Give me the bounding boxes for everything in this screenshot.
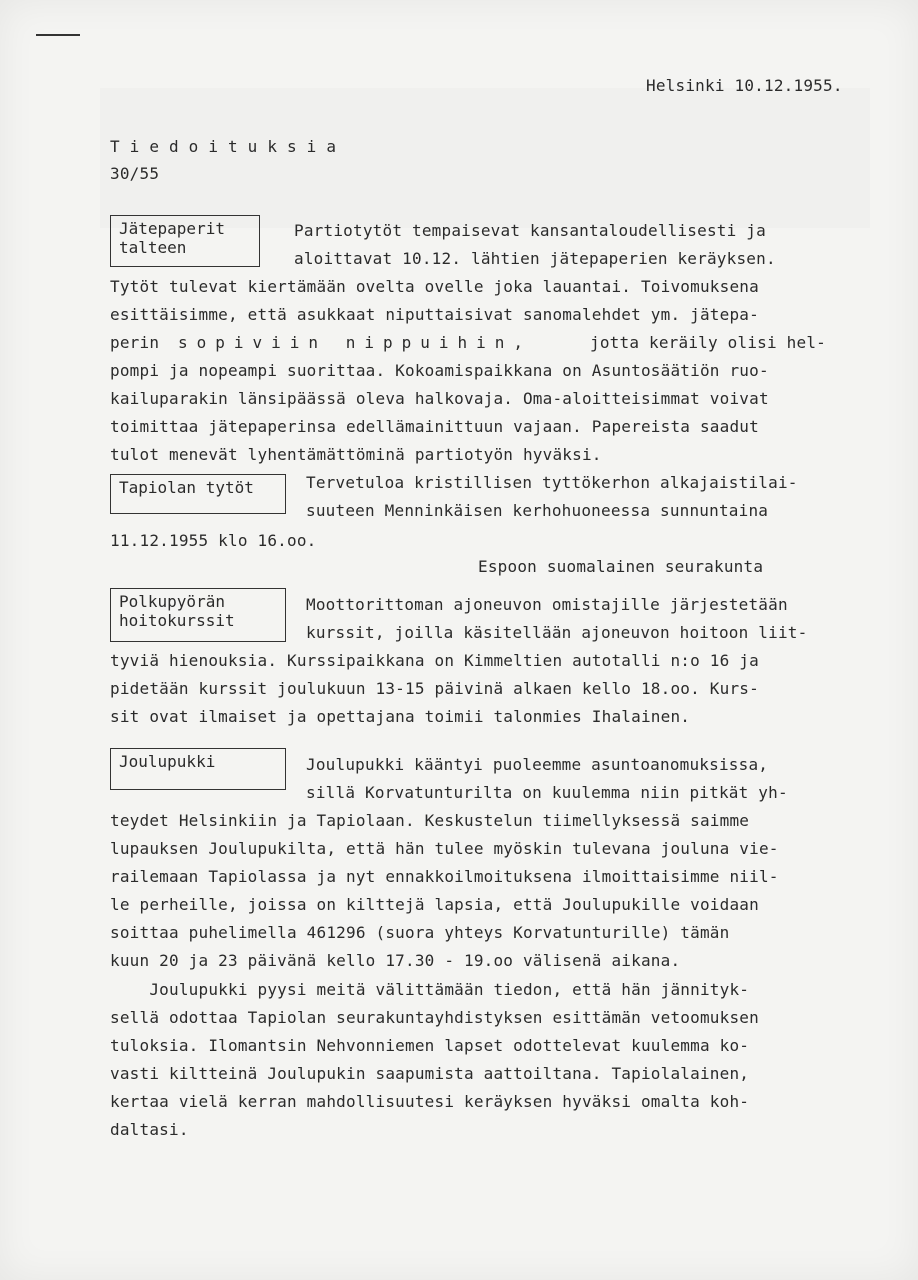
text-line: Tytöt tulevat kiertämään ovelta ovelle joka lauantai. Toivomuksena [110,277,759,296]
text-line: Moottorittoman ajoneuvon omistajille järjestetään [306,595,788,614]
section-label-tapiolan-tytot: Tapiolan tytöt [110,474,286,514]
text-line: tyviä hienouksia. Kurssipaikkana on Kimmeltien autotalli n:o 16 ja [110,651,759,670]
section-label-joulupukki: Joulupukki [110,748,286,790]
emphasized-text: sopiviin nippuihin, [178,333,533,352]
text-line: Joulupukki kääntyi puoleemme asuntoanomuksissa, [306,755,769,774]
margin-dash-mark [36,34,80,36]
section-label-jatepaperit [110,215,260,267]
text-line: kurssit, joilla käsitellään ajoneuvon hoitoon liit- [306,623,808,642]
show-through-shadow [100,88,870,228]
text-line: vasti kiltteinä Joulupukin saapumista aattoiltana. Tapiolalainen, [110,1064,750,1083]
text-line: tulot menevät lyhentämättöminä partiotyön hyväksi. [110,445,602,464]
text-line: daltasi. [110,1120,189,1139]
text-line: sellä odottaa Tapiolan seurakuntayhdistyksen esittämän vetoomuksen [110,1008,759,1027]
text-line: soittaa puhelimella 461296 (suora yhteys Korvatunturille) tämän [110,923,730,942]
text-line: toimittaa jätepaperinsa edellämainittuun vajaan. Papereista saadut [110,417,759,436]
text-line: pompi ja nopeampi suorittaa. Kokoamispaikkana on Asuntosäätiön ruo- [110,361,769,380]
section-label-polkupyoran [110,588,286,642]
place-date: Helsinki 10.12.1955. [646,76,843,95]
text-line: aloittavat 10.12. lähtien jätepaperien keräyksen. [294,249,776,268]
signature: Espoon suomalainen seurakunta [478,557,764,576]
issue-number: 30/55 [110,164,160,183]
label-line: talteen [119,238,187,257]
text-line: railemaan Tapiolassa ja nyt ennakkoilmoituksena ilmoittaisimme niil- [110,867,779,886]
label-line: hoitokurssit [119,611,235,630]
text-line: 11.12.1955 klo 16.oo. [110,531,317,550]
text-line: lupauksen Joulupukilta, että hän tulee myöskin tulevana jouluna vie- [110,839,779,858]
text-line: sit ovat ilmaiset ja opettajana toimii talonmies Ihalainen. [110,707,691,726]
label-line: Jätepaperit [119,219,225,238]
text-line: esittäisimme, että asukkaat niputtaisivat sanomalehdet ym. jätepa- [110,305,759,324]
text-line: kailuparakin länsipäässä oleva halkovaja. Oma-aloitteisimmat voivat [110,389,769,408]
text-line: le perheille, joissa on kilttejä lapsia, että Joulupukille voidaan [110,895,759,914]
text-line: perin [110,333,160,352]
text-line: Tervetuloa kristillisen tyttökerhon alkajaistilai- [306,473,798,492]
text-line: Joulupukki pyysi meitä välittämään tiedon, että hän jännityk- [110,980,750,999]
text-line: suuteen Menninkäisen kerhohuoneessa sunnuntaina [306,501,769,520]
document-title: T i e d o i t u k s i a [110,137,337,156]
text-line: Partiotytöt tempaisevat kansantaloudellisesti ja [294,221,766,240]
label-line: Polkupyörän [119,592,225,611]
text-line: jotta keräily olisi hel- [590,333,826,352]
text-line: kuun 20 ja 23 päivänä kello 17.30 - 19.oo välisenä aikana. [110,951,681,970]
text-line: teydet Helsinkiin ja Tapiolaan. Keskustelun tiimellyksessä saimme [110,811,750,830]
text-line: kertaa vielä kerran mahdollisuutesi keräyksen hyväksi omalta koh- [110,1092,750,1111]
text-line: tuloksia. Ilomantsin Nehvonniemen lapset odottelevat kuulemma ko- [110,1036,750,1055]
text-line: sillä Korvatunturilta on kuulemma niin pitkät yh- [306,783,788,802]
text-line: pidetään kurssit joulukuun 13-15 päivinä alkaen kello 18.oo. Kurs- [110,679,759,698]
